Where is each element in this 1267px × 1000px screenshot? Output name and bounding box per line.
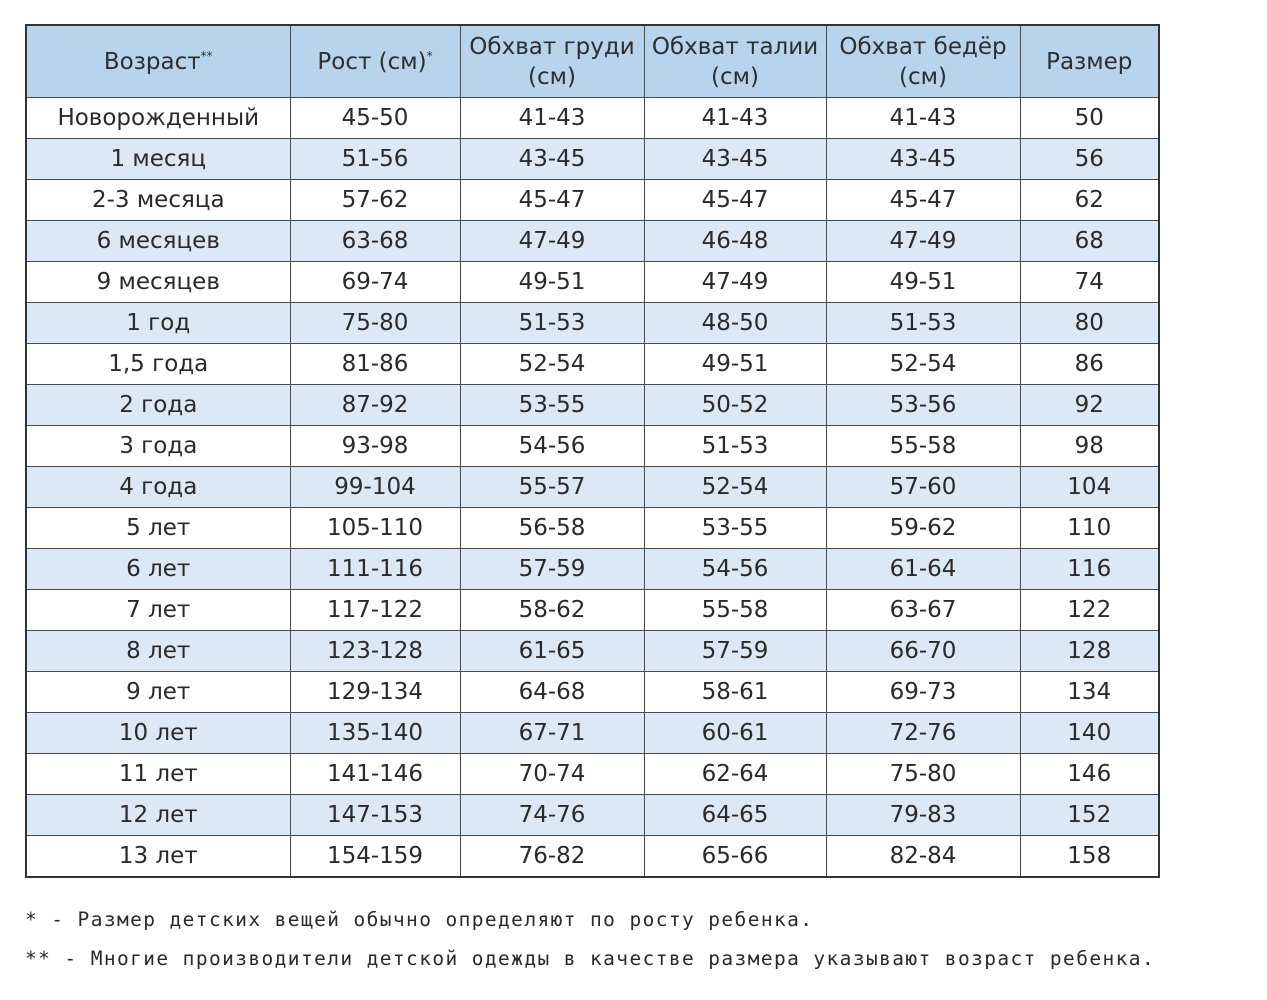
table-row — [26, 139, 1159, 180]
cell-waist: 47-49 — [644, 262, 826, 303]
cell-hips: 53-56 — [826, 385, 1020, 426]
cell-waist: 58-61 — [644, 672, 826, 713]
header-chest — [460, 25, 644, 98]
cell-hips: 59-62 — [826, 508, 1020, 549]
cell-size: 92 — [1020, 385, 1159, 426]
table-row — [26, 221, 1159, 262]
header-height — [290, 25, 460, 98]
footnote-height: * - Размер детских вещей обычно определяют по росту ребенка. — [25, 908, 814, 931]
cell-waist: 46-48 — [644, 221, 826, 262]
header-age-footnote-mark: ** — [200, 48, 213, 63]
table-row — [26, 713, 1159, 754]
cell-chest: 47-49 — [460, 221, 644, 262]
cell-height: 141-146 — [290, 754, 460, 795]
cell-age: 12 лет — [26, 795, 290, 836]
footnote-age: ** - Многие производители детской одежды в качестве размера указывают возраст ребенка. — [25, 947, 1156, 970]
cell-hips: 52-54 — [826, 344, 1020, 385]
table-row — [26, 262, 1159, 303]
cell-size: 122 — [1020, 590, 1159, 631]
cell-height: 147-153 — [290, 795, 460, 836]
cell-chest: 56-58 — [460, 508, 644, 549]
cell-chest: 54-56 — [460, 426, 644, 467]
cell-age: 5 лет — [26, 508, 290, 549]
cell-age: Новорожденный — [26, 98, 290, 139]
cell-hips: 55-58 — [826, 426, 1020, 467]
table-row — [26, 98, 1159, 139]
cell-size: 74 — [1020, 262, 1159, 303]
table-row — [26, 467, 1159, 508]
cell-waist: 52-54 — [644, 467, 826, 508]
footnotes — [25, 903, 1255, 981]
cell-waist: 57-59 — [644, 631, 826, 672]
cell-height: 51-56 — [290, 139, 460, 180]
cell-size: 110 — [1020, 508, 1159, 549]
cell-size: 116 — [1020, 549, 1159, 590]
cell-size: 68 — [1020, 221, 1159, 262]
table-row — [26, 303, 1159, 344]
cell-age: 1 год — [26, 303, 290, 344]
cell-age: 2 года — [26, 385, 290, 426]
cell-size: 62 — [1020, 180, 1159, 221]
table-row — [26, 590, 1159, 631]
cell-waist: 54-56 — [644, 549, 826, 590]
table-row — [26, 508, 1159, 549]
cell-height: 154-159 — [290, 836, 460, 878]
header-age-label: Возраст — [103, 48, 201, 75]
cell-size: 50 — [1020, 98, 1159, 139]
table-row — [26, 549, 1159, 590]
table-row — [26, 795, 1159, 836]
header-height-footnote-mark: * — [426, 48, 433, 63]
cell-age: 1,5 года — [26, 344, 290, 385]
cell-size: 140 — [1020, 713, 1159, 754]
cell-waist: 43-45 — [644, 139, 826, 180]
cell-chest: 67-71 — [460, 713, 644, 754]
cell-age: 9 лет — [26, 672, 290, 713]
size-chart-table — [25, 24, 1160, 878]
table-row — [26, 836, 1159, 878]
table-row — [26, 180, 1159, 221]
cell-age: 8 лет — [26, 631, 290, 672]
cell-hips: 63-67 — [826, 590, 1020, 631]
cell-age: 6 лет — [26, 549, 290, 590]
table-row — [26, 754, 1159, 795]
header-chest-label: Обхват груди (см) — [469, 33, 635, 90]
cell-hips: 45-47 — [826, 180, 1020, 221]
cell-height: 69-74 — [290, 262, 460, 303]
cell-chest: 43-45 — [460, 139, 644, 180]
cell-waist: 49-51 — [644, 344, 826, 385]
cell-chest: 55-57 — [460, 467, 644, 508]
cell-age: 6 месяцев — [26, 221, 290, 262]
cell-chest: 53-55 — [460, 385, 644, 426]
cell-height: 135-140 — [290, 713, 460, 754]
cell-hips: 57-60 — [826, 467, 1020, 508]
cell-age: 10 лет — [26, 713, 290, 754]
cell-age: 11 лет — [26, 754, 290, 795]
cell-height: 57-62 — [290, 180, 460, 221]
header-size-label: Размер — [1046, 48, 1133, 75]
cell-height: 75-80 — [290, 303, 460, 344]
cell-chest: 49-51 — [460, 262, 644, 303]
header-age — [26, 25, 290, 98]
table-header — [26, 25, 1159, 98]
cell-chest: 70-74 — [460, 754, 644, 795]
table-body — [26, 98, 1159, 878]
table-row — [26, 631, 1159, 672]
header-row — [26, 25, 1159, 98]
cell-hips: 41-43 — [826, 98, 1020, 139]
cell-waist: 55-58 — [644, 590, 826, 631]
cell-height: 81-86 — [290, 344, 460, 385]
cell-hips: 82-84 — [826, 836, 1020, 878]
cell-hips: 75-80 — [826, 754, 1020, 795]
cell-hips: 61-64 — [826, 549, 1020, 590]
cell-size: 86 — [1020, 344, 1159, 385]
cell-waist: 41-43 — [644, 98, 826, 139]
cell-chest: 51-53 — [460, 303, 644, 344]
cell-waist: 62-64 — [644, 754, 826, 795]
cell-waist: 51-53 — [644, 426, 826, 467]
cell-hips: 72-76 — [826, 713, 1020, 754]
cell-height: 105-110 — [290, 508, 460, 549]
cell-waist: 53-55 — [644, 508, 826, 549]
cell-chest: 64-68 — [460, 672, 644, 713]
cell-height: 63-68 — [290, 221, 460, 262]
table-row — [26, 426, 1159, 467]
cell-waist: 65-66 — [644, 836, 826, 878]
cell-age: 9 месяцев — [26, 262, 290, 303]
cell-hips: 79-83 — [826, 795, 1020, 836]
cell-size: 98 — [1020, 426, 1159, 467]
cell-height: 117-122 — [290, 590, 460, 631]
header-waist-label: Обхват талии (см) — [651, 33, 819, 90]
cell-age: 13 лет — [26, 836, 290, 878]
cell-size: 158 — [1020, 836, 1159, 878]
header-size — [1020, 25, 1159, 98]
cell-age: 3 года — [26, 426, 290, 467]
cell-age: 4 года — [26, 467, 290, 508]
cell-height: 87-92 — [290, 385, 460, 426]
cell-hips: 66-70 — [826, 631, 1020, 672]
cell-age: 7 лет — [26, 590, 290, 631]
cell-chest: 74-76 — [460, 795, 644, 836]
cell-chest: 41-43 — [460, 98, 644, 139]
cell-waist: 45-47 — [644, 180, 826, 221]
cell-waist: 64-65 — [644, 795, 826, 836]
cell-height: 45-50 — [290, 98, 460, 139]
cell-size: 128 — [1020, 631, 1159, 672]
cell-waist: 48-50 — [644, 303, 826, 344]
cell-size: 134 — [1020, 672, 1159, 713]
cell-hips: 51-53 — [826, 303, 1020, 344]
cell-chest: 58-62 — [460, 590, 644, 631]
table-row — [26, 672, 1159, 713]
cell-hips: 49-51 — [826, 262, 1020, 303]
cell-hips: 47-49 — [826, 221, 1020, 262]
header-hips — [826, 25, 1020, 98]
cell-height: 129-134 — [290, 672, 460, 713]
cell-chest: 61-65 — [460, 631, 644, 672]
cell-hips: 43-45 — [826, 139, 1020, 180]
cell-size: 104 — [1020, 467, 1159, 508]
cell-chest: 57-59 — [460, 549, 644, 590]
cell-size: 80 — [1020, 303, 1159, 344]
cell-waist: 60-61 — [644, 713, 826, 754]
cell-size: 56 — [1020, 139, 1159, 180]
cell-height: 93-98 — [290, 426, 460, 467]
header-hips-label: Обхват бедёр (см) — [839, 33, 1007, 90]
cell-hips: 69-73 — [826, 672, 1020, 713]
cell-size: 146 — [1020, 754, 1159, 795]
cell-chest: 52-54 — [460, 344, 644, 385]
cell-height: 123-128 — [290, 631, 460, 672]
cell-chest: 45-47 — [460, 180, 644, 221]
header-waist — [644, 25, 826, 98]
header-height-label: Рост (см) — [317, 48, 427, 75]
cell-chest: 76-82 — [460, 836, 644, 878]
cell-age: 1 месяц — [26, 139, 290, 180]
table-row — [26, 344, 1159, 385]
table-row — [26, 385, 1159, 426]
cell-waist: 50-52 — [644, 385, 826, 426]
cell-height: 111-116 — [290, 549, 460, 590]
cell-age: 2-3 месяца — [26, 180, 290, 221]
cell-size: 152 — [1020, 795, 1159, 836]
cell-height: 99-104 — [290, 467, 460, 508]
